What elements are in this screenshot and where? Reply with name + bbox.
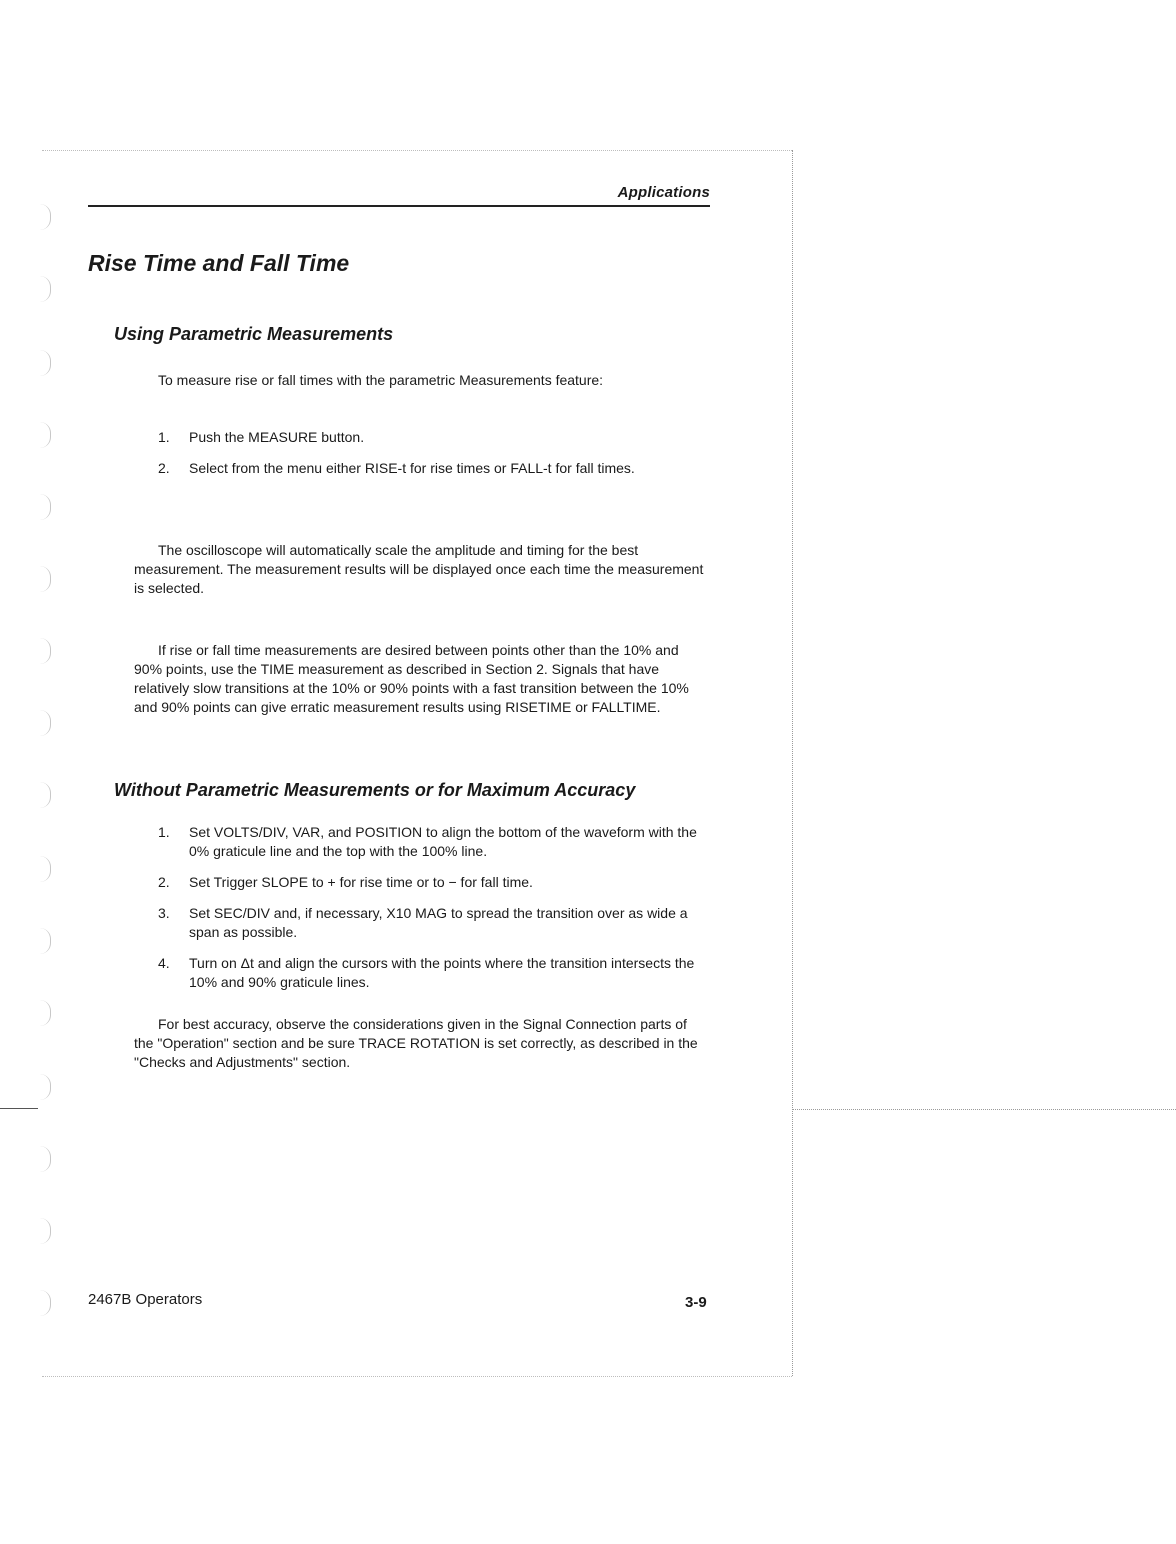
body-paragraph: If rise or fall time measurements are desired between points other than the 10% and 90% points, use the TIME measurement as described in Section 2. Signals that have relatively slow transitions at the 10% or 90% points with a fast transition between the 10% and 90% points can give erratic measurement results using RISETIME or FALLTIME. bbox=[134, 642, 689, 715]
binder-hole bbox=[40, 928, 51, 954]
step-number: 1. bbox=[158, 429, 170, 445]
manual-steps-list bbox=[158, 823, 718, 1004]
intro-paragraph: To measure rise or fall times with the parametric Measurements feature: bbox=[158, 372, 604, 388]
binder-hole bbox=[40, 638, 51, 664]
binder-hole bbox=[40, 350, 51, 376]
step-text: Set Trigger SLOPE to + for rise time or to − for fall time. bbox=[189, 874, 533, 890]
page-edge-right bbox=[792, 150, 793, 1376]
body-paragraph: The oscilloscope will automatically scale the amplitude and timing for the best measurement. The measurement results will be displayed once each time the measurement is selected. bbox=[134, 542, 704, 596]
binder-hole bbox=[40, 1146, 51, 1172]
page-title: Rise Time and Fall Time bbox=[88, 250, 350, 276]
step-text: Turn on Δt and align the cursors with the points where the transition intersects the 10% and 90% graticule lines. bbox=[189, 955, 695, 990]
parametric-steps-list bbox=[158, 428, 718, 490]
binder-hole bbox=[40, 494, 51, 520]
list-item bbox=[158, 459, 718, 478]
binder-hole bbox=[40, 204, 51, 230]
step-text: Set VOLTS/DIV, VAR, and POSITION to align the bottom of the waveform with the 0% graticule line and the top with the 100% line. bbox=[189, 824, 697, 859]
step-text: Set SEC/DIV and, if necessary, X10 MAG to spread the transition over as wide a span as possible. bbox=[189, 905, 688, 940]
binder-hole bbox=[40, 710, 51, 736]
step-number: 1. bbox=[158, 824, 170, 840]
binder-hole bbox=[40, 276, 51, 302]
binder-hole bbox=[40, 1074, 51, 1100]
binder-hole bbox=[40, 422, 51, 448]
page-edge-top bbox=[42, 150, 792, 151]
step-number: 4. bbox=[158, 955, 170, 971]
binder-hole bbox=[40, 1218, 51, 1244]
list-item bbox=[158, 823, 718, 861]
section-heading-parametric: Using Parametric Measurements bbox=[114, 324, 394, 344]
running-head: Applications bbox=[617, 184, 710, 201]
list-item bbox=[158, 873, 718, 892]
step-number: 3. bbox=[158, 905, 170, 921]
page-edge-bottom bbox=[42, 1376, 792, 1377]
scan-line-right bbox=[792, 1109, 1176, 1110]
binder-hole bbox=[40, 1290, 51, 1316]
header-rule bbox=[88, 205, 710, 207]
list-item bbox=[158, 904, 718, 942]
closing-paragraph: For best accuracy, observe the considerations given in the Signal Connection parts of the "Operation" section and be sure TRACE ROTATION is set correctly, as described in the "Checks and Adjustments" section. bbox=[134, 1016, 698, 1070]
list-item bbox=[158, 428, 718, 447]
binder-hole bbox=[40, 782, 51, 808]
step-number: 2. bbox=[158, 874, 170, 890]
footer-manual-name: 2467B Operators bbox=[88, 1291, 203, 1308]
section-heading-manual: Without Parametric Measurements or for Maximum Accuracy bbox=[114, 780, 636, 800]
binder-hole bbox=[40, 1000, 51, 1026]
scan-line-left bbox=[0, 1108, 38, 1109]
binder-hole bbox=[40, 856, 51, 882]
step-number: 2. bbox=[158, 460, 170, 476]
step-text: Select from the menu either RISE-t for rise times or FALL-t for fall times. bbox=[189, 460, 635, 476]
page-number: 3-9 bbox=[685, 1294, 707, 1311]
binder-hole bbox=[40, 566, 51, 592]
step-text: Push the MEASURE button. bbox=[189, 429, 365, 445]
list-item bbox=[158, 954, 718, 992]
